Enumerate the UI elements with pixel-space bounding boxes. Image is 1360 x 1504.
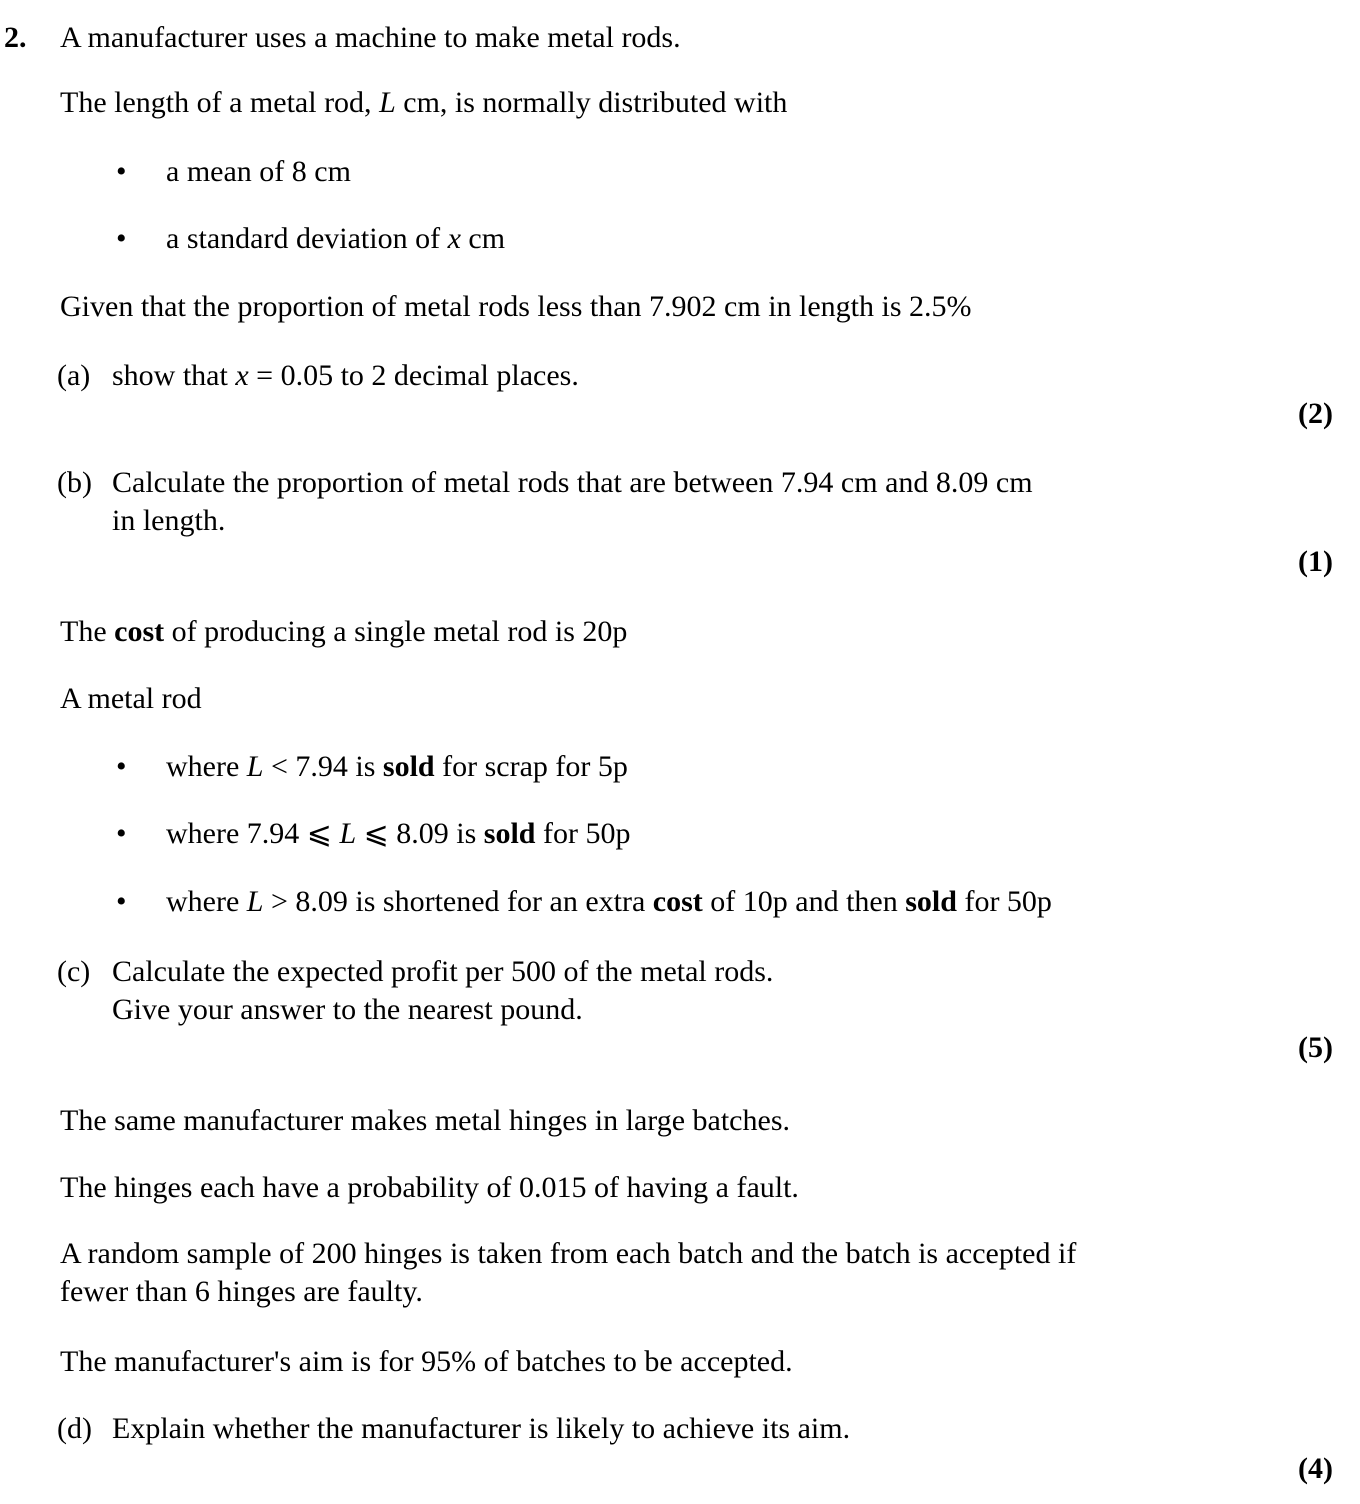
part-b-marks: (1) [1298,545,1333,578]
list-item-in-range [116,815,630,853]
part-b-text-line-1: Calculate the proportion of metal rods that are between 7.94 cm and 8.09 cm [112,466,1033,499]
bullet-icon: • [116,155,127,188]
part-a-marks: (2) [1298,397,1333,430]
list-item-in-range-text: where 7.94 ⩽ L ⩽ 8.09 is sold for 50p [166,817,631,850]
part-c-text-line-1: Calculate the expected profit per 500 of the metal rods. [112,955,774,988]
bullet-icon: • [116,817,127,850]
part-d-marks: (4) [1298,1452,1333,1485]
list-item-scrap [116,748,628,786]
part-c-label: (c) [57,955,91,988]
hinges-sample-line-1: A random sample of 200 hinges is taken from each batch and the batch is accepted if [60,1237,1077,1270]
part-b-text-line-2: in length. [112,504,226,537]
part-a-text: show that x = 0.05 to 2 decimal places. [112,359,579,392]
list-item-mean-text: a mean of 8 cm [166,155,351,188]
hinges-probability: The hinges each have a probability of 0.015 of having a fault. [60,1171,799,1204]
bullet-icon: • [116,885,127,918]
given-statement: Given that the proportion of metal rods less than 7.902 cm in length is 2.5% [60,290,972,323]
part-d [57,1410,851,1448]
bullet-icon: • [116,222,127,255]
list-item-shortened [116,883,1052,921]
distribution-statement: The length of a metal rod, L cm, is normally distributed with [60,86,788,119]
part-c-marks: (5) [1298,1031,1333,1064]
list-item-mean [116,153,351,191]
cost-statement: The cost of producing a single metal rod is 20p [60,615,628,648]
list-item-standard-deviation-text: a standard deviation of x cm [166,222,506,255]
part-a-label: (a) [57,359,91,392]
part-d-text: Explain whether the manufacturer is likely to achieve its aim. [112,1412,851,1445]
metal-rod-statement: A metal rod [60,682,202,715]
bullet-icon: • [116,750,127,783]
list-item-scrap-text: where L < 7.94 is sold for scrap for 5p [166,750,628,783]
part-c-text-line-2: Give your answer to the nearest pound. [112,993,583,1026]
part-b [57,464,1033,540]
part-a [57,357,579,395]
part-c [57,953,774,1029]
hinges-intro: The same manufacturer makes metal hinges in large batches. [60,1104,790,1137]
question-intro: A manufacturer uses a machine to make metal rods. [60,21,681,54]
hinges-sample [60,1235,1076,1311]
list-item-standard-deviation [116,220,505,258]
part-d-label: (d) [57,1412,92,1445]
hinges-sample-line-2: fewer than 6 hinges are faulty. [60,1275,423,1308]
part-b-label: (b) [57,466,92,499]
question-number: 2. [4,21,27,54]
manufacturer-aim: The manufacturer's aim is for 95% of batches to be accepted. [60,1345,793,1378]
list-item-shortened-text: where L > 8.09 is shortened for an extra cost of 10p and then sold for 50p [166,885,1052,918]
